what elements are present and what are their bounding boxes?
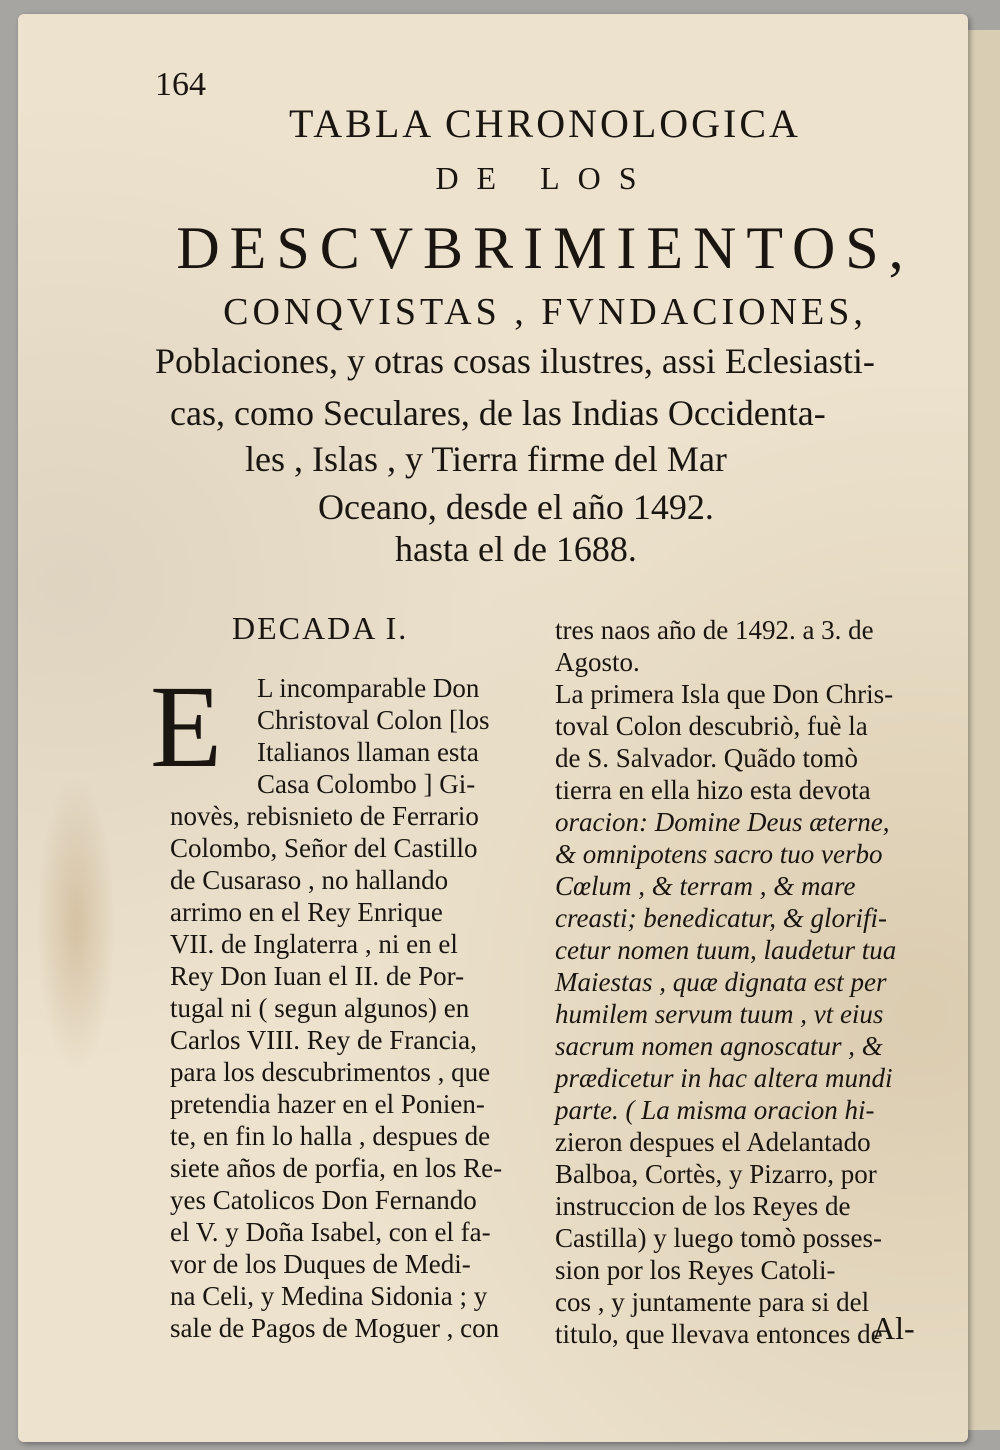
text-line: Maiestas , quæ dignata est per [555, 967, 887, 997]
text-line: te, en fin lo halla , despues de [170, 1121, 491, 1151]
text-line: el V. y Doña Isabel, con el fa- [170, 1217, 491, 1247]
right-column [555, 614, 931, 1350]
text-line: Casa Colombo ] Gi- [257, 769, 476, 799]
text-line: Castilla) y luego tomò posses- [555, 1223, 882, 1253]
drop-cap: E [150, 661, 223, 792]
text-line: Cœlum , & terram , & mare [555, 871, 856, 901]
text-line: de Cusaraso , no hallando [170, 865, 449, 895]
text-line: siete años de porfia, en los Re- [170, 1153, 503, 1183]
subtitle-line: les , Islas , y Tierra firme del Mar [245, 439, 727, 479]
text-line: sale de Pagos de Moguer , con [170, 1313, 500, 1343]
left-column [170, 672, 526, 1344]
subtitle-line: Oceano, desde el año 1492. [318, 487, 714, 527]
text-line: L incomparable Don [257, 673, 480, 703]
text-line: tres naos año de 1492. a 3. de [555, 615, 874, 645]
text-line: Italianos llaman esta [257, 737, 479, 767]
subtitle-line: Poblaciones, y otras cosas ilustres, assi Eclesiasti- [155, 341, 875, 381]
adjacent-page-edge [965, 30, 1000, 1430]
text-line: parte. ( La misma oracion hi- [555, 1095, 875, 1125]
text-line: Colombo, Señor del Castillo [170, 833, 478, 863]
text-line: toval Colon descubriò, fuè la [555, 711, 868, 741]
text-line: Carlos VIII. Rey de Francia, [170, 1025, 477, 1055]
text-line: Christoval Colon [los [257, 705, 490, 735]
text-line: instruccion de los Reyes de [555, 1191, 851, 1221]
text-line: tugal ni ( segun algunos) en [170, 993, 470, 1023]
title-line-4: CONQVISTAS , FVNDACIONES, [223, 291, 867, 333]
text-line: humilem servum tuum , vt eius [555, 999, 884, 1029]
text-line: de S. Salvador. Quãdo tomò [555, 743, 858, 773]
text-line: yes Catolicos Don Fernando [170, 1185, 477, 1215]
text-line: para los descubrimentos , que [170, 1057, 491, 1087]
text-line: na Celi, y Medina Sidonia ; y [170, 1281, 488, 1311]
text-line: cetur nomen tuum, laudetur tua [555, 935, 897, 965]
text-line: vor de los Duques de Medi- [170, 1249, 471, 1279]
text-line: pretendia hazer en el Ponien- [170, 1089, 485, 1119]
text-line: La primera Isla que Don Chris- [555, 679, 894, 709]
page-number: 164 [155, 66, 206, 103]
title-line-3: DESCVBRIMIENTOS, [176, 215, 914, 281]
text-line: oracion: Domine Deus æterne, [555, 807, 890, 837]
subtitle-line: hasta el de 1688. [395, 529, 637, 569]
catchword: Al- [872, 1310, 915, 1346]
text-line: novès, rebisnieto de Ferrario [170, 801, 479, 831]
text-line: & omnipotens sacro tuo verbo [555, 839, 883, 869]
water-stain [36, 774, 116, 1074]
section-title: DECADA I. [232, 610, 409, 646]
text-line: zieron despues el Adelantado [555, 1127, 871, 1157]
text-line: Agosto. [555, 647, 640, 677]
text-line: prædicetur in hac altera mundi [555, 1063, 893, 1093]
title-line-2: DE LOS [435, 160, 655, 196]
text-line: creasti; benedicatur, & glorifi- [555, 903, 887, 933]
subtitle-line: cas, como Seculares, de las Indias Occidenta- [170, 393, 826, 433]
text-line: arrimo en el Rey Enrique [170, 897, 443, 927]
text-line: Balboa, Cortès, y Pizarro, por [555, 1159, 877, 1189]
text-line: sion por los Reyes Catoli- [555, 1255, 836, 1285]
text-line: cos , y juntamente para si del [555, 1287, 870, 1317]
text-line: titulo, que llevava entonces de [555, 1319, 883, 1349]
text-line: sacrum nomen agnoscatur , & [555, 1031, 883, 1061]
text-line: tierra en ella hizo esta devota [555, 775, 871, 805]
text-line: VII. de Inglaterra , ni en el [170, 929, 458, 959]
title-line-1: TABLA CHRONOLOGICA [289, 101, 801, 146]
text-line: Rey Don Iuan el II. de Por- [170, 961, 465, 991]
